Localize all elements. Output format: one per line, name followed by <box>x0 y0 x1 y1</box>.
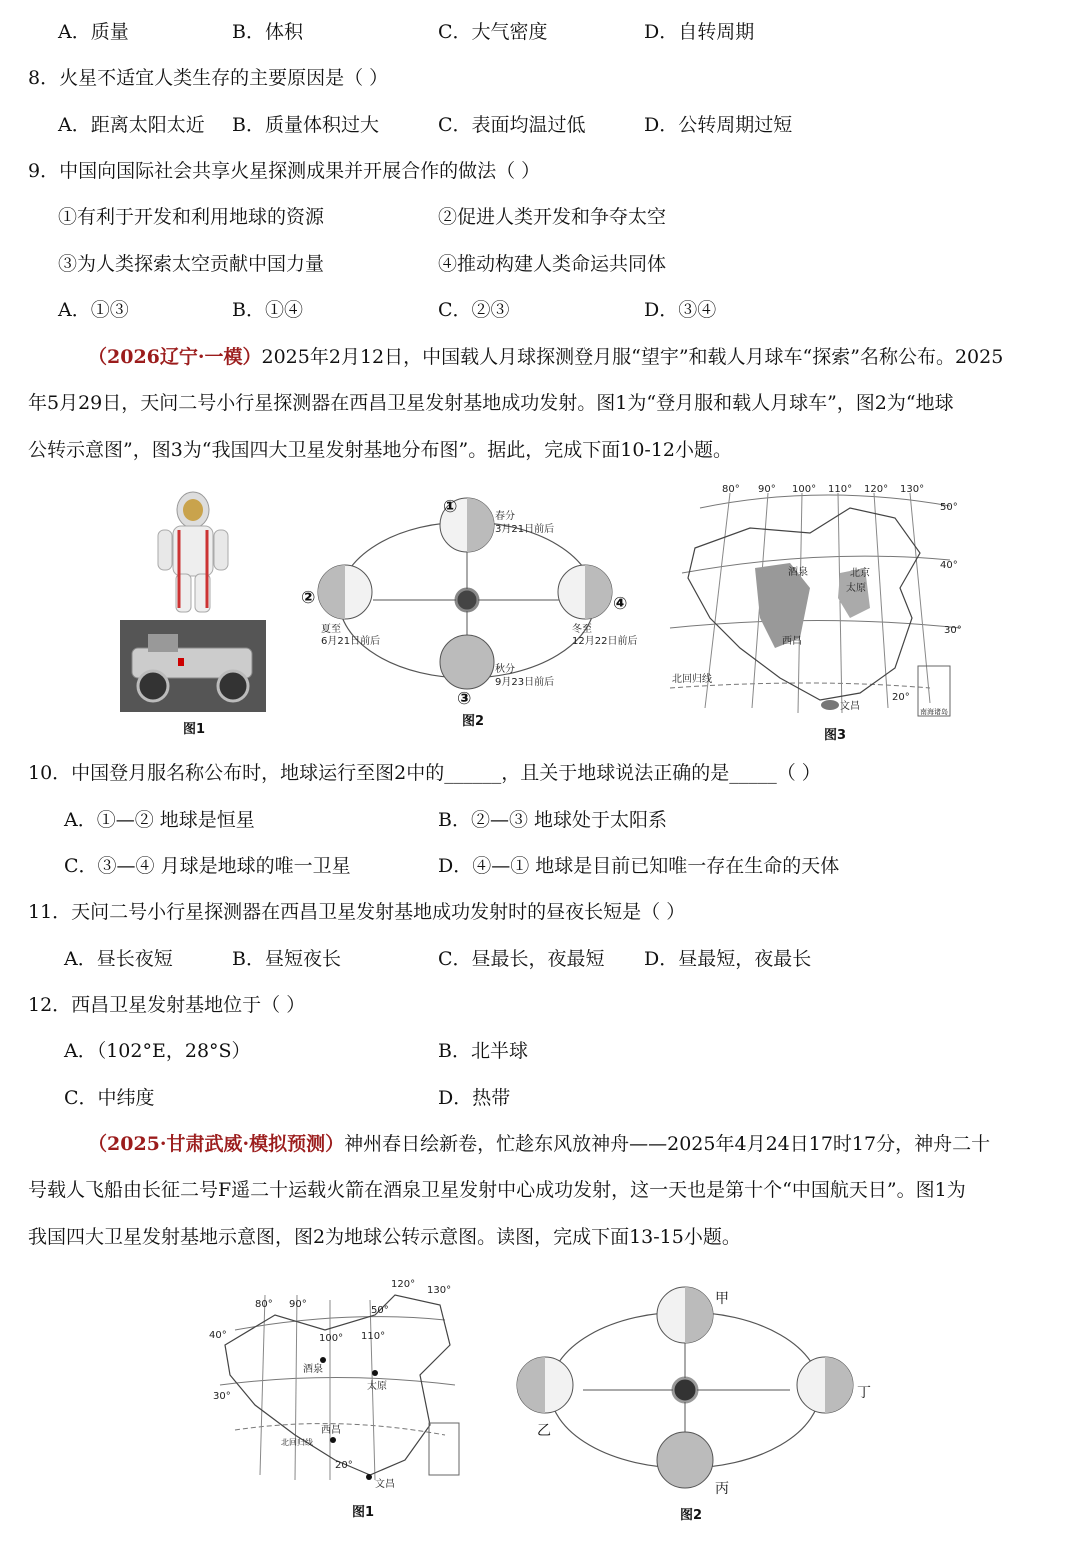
q12-stem: 12．西昌卫星发射基地位于（ ） <box>28 994 306 1016</box>
map2-lat-20: 20° <box>335 1460 353 1471</box>
q8-option-c: C．表面均温过低 <box>438 114 586 136</box>
map2-city-taiyuan: 太原 <box>367 1381 387 1392</box>
earth-position-yi <box>517 1357 573 1413</box>
earth-position-2 <box>318 565 372 619</box>
map1-lon-100: 100° <box>792 484 817 495</box>
orbit2-label-yi: 乙 <box>537 1423 551 1439</box>
q10-option-c: C．③—④ 月球是地球的唯一卫星 <box>64 855 351 877</box>
q7-option-c: C．大气密度 <box>438 21 548 43</box>
passage2-line3: 我国四大卫星发射基地示意图，图2为地球公转示意图。读图，完成下面13-15小题。 <box>28 1226 741 1248</box>
q11-option-c: C．昼最长，夜最短 <box>438 948 605 970</box>
map1-lat-20: 20° <box>892 692 910 703</box>
q7-option-a: A．质量 <box>58 21 129 43</box>
winter-date: 12月22日前后 <box>572 636 638 647</box>
q9-item-3: ③为人类探索太空贡献中国力量 <box>58 253 325 275</box>
q9-option-c: C．②③ <box>438 299 510 321</box>
map1-lat-40: 40° <box>940 560 958 571</box>
map1-lon-90: 90° <box>758 484 776 495</box>
map2-lon-100: 100° <box>319 1333 344 1344</box>
sun-icon <box>673 1378 697 1402</box>
map2-tropic: 北回归线 <box>281 1438 313 1447</box>
map2-lon-80: 80° <box>255 1299 273 1310</box>
spring-date: 3月21日前后 <box>495 524 555 535</box>
map2-caption: 图1 <box>352 1505 375 1520</box>
map2-lon-120: 120° <box>391 1279 416 1290</box>
q7-option-d: D．自转周期 <box>644 21 755 43</box>
map1-lon-80: 80° <box>722 484 740 495</box>
orbit1-label-1: ① <box>443 497 458 517</box>
map1-city-jiuquan: 酒泉 <box>788 567 808 578</box>
passage2-line2: 号载人飞船由长征二号F遥二十运载火箭在酒泉卫星发射中心成功发射，这一天也是第十个“中国航天日”。图1为 <box>28 1179 966 1201</box>
earth-position-ding <box>797 1357 853 1413</box>
map2-city-jiuquan: 酒泉 <box>303 1364 323 1375</box>
spacesuit-rover-figure <box>118 488 268 738</box>
map2-city-wenchang: 文昌 <box>375 1479 395 1490</box>
q8-stem: 8．火星不适宜人类生存的主要原因是（ ） <box>28 67 389 89</box>
map1-city-xichang: 西昌 <box>782 636 802 647</box>
map2-city-xichang: 西昌 <box>321 1425 341 1436</box>
earth-orbit-diagram-1 <box>295 490 640 705</box>
map2-lon-110: 110° <box>361 1331 386 1342</box>
q8-option-d: D．公转周期过短 <box>644 114 793 136</box>
earth-position-4 <box>558 565 612 619</box>
q9-stem: 9．中国向国际社会共享火星探测成果并开展合作的做法（ ） <box>28 160 541 182</box>
passage1-line3: 公转示意图”，图3为“我国四大卫星发射基地分布图”。据此，完成下面10-12小题。 <box>28 439 733 461</box>
map1-inset: 南海诸岛 <box>920 708 948 716</box>
q9-option-b: B．①④ <box>232 299 303 321</box>
autumn-date: 9月23日前后 <box>495 677 555 688</box>
q10-option-b: B．②—③ 地球处于太阳系 <box>438 809 668 831</box>
q7-option-b: B．体积 <box>232 21 303 43</box>
winter-label: 冬至 <box>572 624 592 635</box>
lunar-rover-image <box>120 620 266 712</box>
q10-option-a: A．①—② 地球是恒星 <box>64 809 255 831</box>
q12-option-c: C．中纬度 <box>64 1087 155 1109</box>
q11-option-d: D．昼最短，夜最长 <box>644 948 812 970</box>
map2-lon-130: 130° <box>427 1285 452 1296</box>
passage2-source: （2025·甘肃武威·模拟预测） <box>88 1133 345 1155</box>
passage2-text1: 神州春日绘新卷，忙趁东风放神舟——2025年4月24日17时17分，神舟二十 <box>344 1133 991 1155</box>
passage2-line1 <box>88 1132 990 1156</box>
map1-lat-30: 30° <box>944 625 962 636</box>
map1-tropic: 北回归线 <box>672 674 712 685</box>
map1-lon-130: 130° <box>900 484 925 495</box>
q11-stem: 11．天问二号小行星探测器在西昌卫星发射基地成功发射时的昼夜长短是（ ） <box>28 901 686 923</box>
map1-lat-50: 50° <box>940 502 958 513</box>
map2-lat-50: 50° <box>371 1305 389 1316</box>
q9-item-4: ④推动构建人类命运共同体 <box>438 253 667 275</box>
map1-lon-120: 120° <box>864 484 889 495</box>
q12-option-a: A．（102°E，28°S） <box>64 1040 251 1062</box>
passage1-line1 <box>88 345 1003 369</box>
map2-lat-40: 40° <box>209 1330 227 1341</box>
q8-option-b: B．质量体积过大 <box>232 114 379 136</box>
fig3-caption: 图3 <box>824 728 847 743</box>
earth-position-3 <box>440 635 494 689</box>
orbit2-label-bing: 丙 <box>715 1481 729 1497</box>
orbit1-label-2: ② <box>301 588 316 608</box>
spacesuit-image <box>158 492 228 612</box>
launch-sites-map-1 <box>660 478 970 740</box>
passage1-line2: 年5月29日，天问二号小行星探测器在西昌卫星发射基地成功发射。图1为“登月服和载人月球车”，图2为“地球 <box>28 392 954 414</box>
q11-option-b: B．昼短夜长 <box>232 948 341 970</box>
q12-option-d: D．热带 <box>438 1087 511 1109</box>
earth-orbit-diagram-2 <box>505 1285 880 1500</box>
earth-position-bing <box>657 1432 713 1488</box>
q10-option-d: D．④—① 地球是目前已知唯一存在生命的天体 <box>438 855 840 877</box>
autumn-label: 秋分 <box>495 664 515 675</box>
passage1-text1: 2025年2月12日，中国载人月球探测登月服“望宇”和载人月球车“探索”名称公布。2025 <box>261 346 1004 368</box>
q9-item-2: ②促进人类开发和争夺太空 <box>438 206 667 228</box>
q11-option-a: A．昼长夜短 <box>64 948 173 970</box>
orbit1-label-3: ③ <box>457 689 472 705</box>
orbit1-label-4: ④ <box>613 594 628 614</box>
q12-option-b: B．北半球 <box>438 1040 528 1062</box>
fig1-caption: 图1 <box>183 722 206 737</box>
q9-option-d: D．③④ <box>644 299 717 321</box>
q9-item-1: ①有利于开发和利用地球的资源 <box>58 206 325 228</box>
spring-label: 春分 <box>495 511 515 522</box>
orbit2-label-ding: 丁 <box>857 1385 871 1401</box>
map1-city-taiyuan: 太原 <box>846 583 866 594</box>
summer-label: 夏至 <box>321 624 341 635</box>
map2-lon-90: 90° <box>289 1299 307 1310</box>
map1-city-wenchang: 文昌 <box>840 701 860 712</box>
passage1-source: （2026辽宁·一模） <box>88 346 262 368</box>
fig2-caption: 图2 <box>462 714 485 729</box>
map1-lon-110: 110° <box>828 484 853 495</box>
orbit2-label-jia: 甲 <box>715 1291 729 1307</box>
q8-option-a: A．距离太阳太近 <box>58 114 205 136</box>
launch-sites-map-2 <box>205 1275 470 1500</box>
orbit2-caption: 图2 <box>680 1508 703 1523</box>
q10-stem: 10．中国登月服名称公布时，地球运行至图2中的______，且关于地球说法正确的是_____（ ） <box>28 762 821 784</box>
summer-date: 6月21日前后 <box>321 636 381 647</box>
map1-city-beijing: 北京 <box>850 568 870 579</box>
earth-position-jia <box>657 1287 713 1343</box>
q9-option-a: A．①③ <box>58 299 129 321</box>
sun-icon <box>456 589 478 611</box>
map2-lat-30: 30° <box>213 1391 231 1402</box>
